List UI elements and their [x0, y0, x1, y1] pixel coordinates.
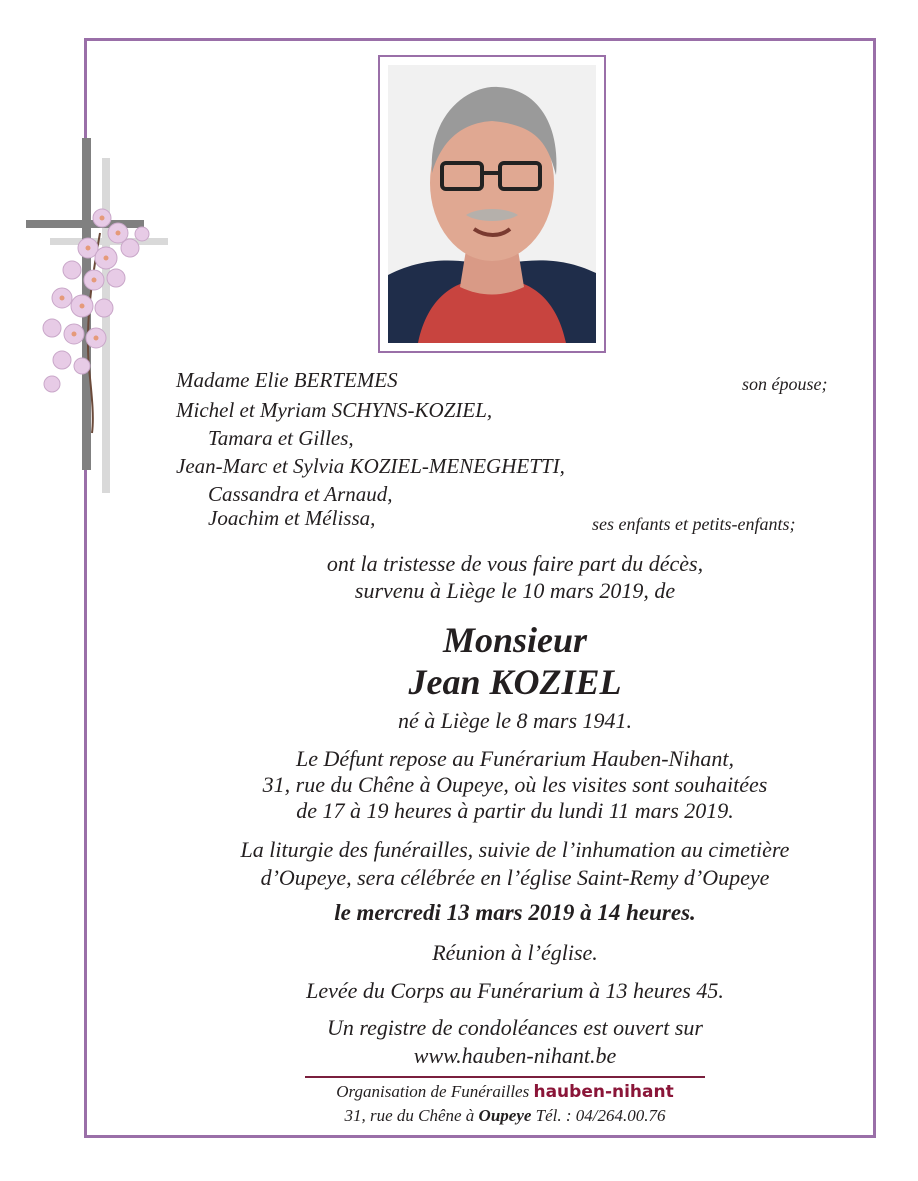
- family-line: Tamara et Gilles,: [208, 426, 354, 450]
- family-line: Cassandra et Arnaud,: [208, 482, 393, 506]
- family-line: Jean-Marc et Sylvia KOZIEL-MENEGHETTI,: [176, 454, 565, 478]
- spouse-name: Madame Elie BERTEMES: [176, 368, 398, 392]
- liturgy-line: d’Oupeye, sera célébrée en l’église Saint-Remy d’Oupeye: [260, 865, 770, 890]
- footer-org-prefix: Organisation de Funérailles: [336, 1082, 530, 1101]
- liturgy-info: [120, 836, 910, 892]
- cross-with-flowers-icon: [22, 138, 172, 498]
- registry-info: [120, 1014, 910, 1070]
- footer-divider: [305, 1076, 705, 1078]
- deceased-name: Jean KOZIEL: [408, 662, 622, 702]
- spouse-relation: son épouse;: [742, 374, 828, 394]
- visitation-line: Le Défunt repose au Funérarium Hauben-Nihant,: [296, 746, 734, 771]
- footer-address-prefix: 31, rue du Chêne à: [344, 1106, 475, 1125]
- announcement: [120, 550, 910, 604]
- footer-town: Oupeye: [478, 1106, 532, 1125]
- funeral-date: le mercredi 13 mars 2019 à 14 heures.: [334, 900, 696, 925]
- liturgy-line: La liturgie des funérailles, suivie de l’inhumation au cimetière: [240, 837, 790, 862]
- family-line: Joachim et Mélissa,: [208, 506, 376, 530]
- levee-info: Levée du Corps au Funérarium à 13 heures 45.: [306, 978, 724, 1003]
- footer-organisation: [100, 1082, 910, 1102]
- children-relation: ses enfants et petits-enfants;: [592, 514, 796, 534]
- meeting-info: Réunion à l’église.: [432, 940, 598, 965]
- visitation-line: 31, rue du Chêne à Oupeye, où les visites sont souhaitées: [262, 772, 768, 797]
- birth-info: né à Liège le 8 mars 1941.: [397, 708, 633, 733]
- registry-line: Un registre de condoléances est ouvert sur: [327, 1015, 703, 1040]
- visitation-line: de 17 à 19 heures à partir du lundi 11 mars 2019.: [296, 798, 734, 823]
- visitation-info: [120, 746, 910, 824]
- announcement-line: survenu à Liège le 10 mars 2019, de: [354, 578, 676, 603]
- deceased-title: Monsieur: [442, 620, 588, 660]
- brand-logo: hauben-nihant: [533, 1082, 674, 1102]
- family-line: Michel et Myriam SCHYNS-KOZIEL,: [176, 398, 493, 422]
- announcement-line: ont la tristesse de vous faire part du décès,: [326, 551, 704, 576]
- registry-url[interactable]: www.hauben-nihant.be: [413, 1043, 617, 1068]
- footer-address: [100, 1106, 910, 1126]
- portrait-frame: [378, 55, 606, 353]
- portrait-photo: [388, 65, 596, 343]
- footer-phone: Tél. : 04/264.00.76: [535, 1106, 666, 1125]
